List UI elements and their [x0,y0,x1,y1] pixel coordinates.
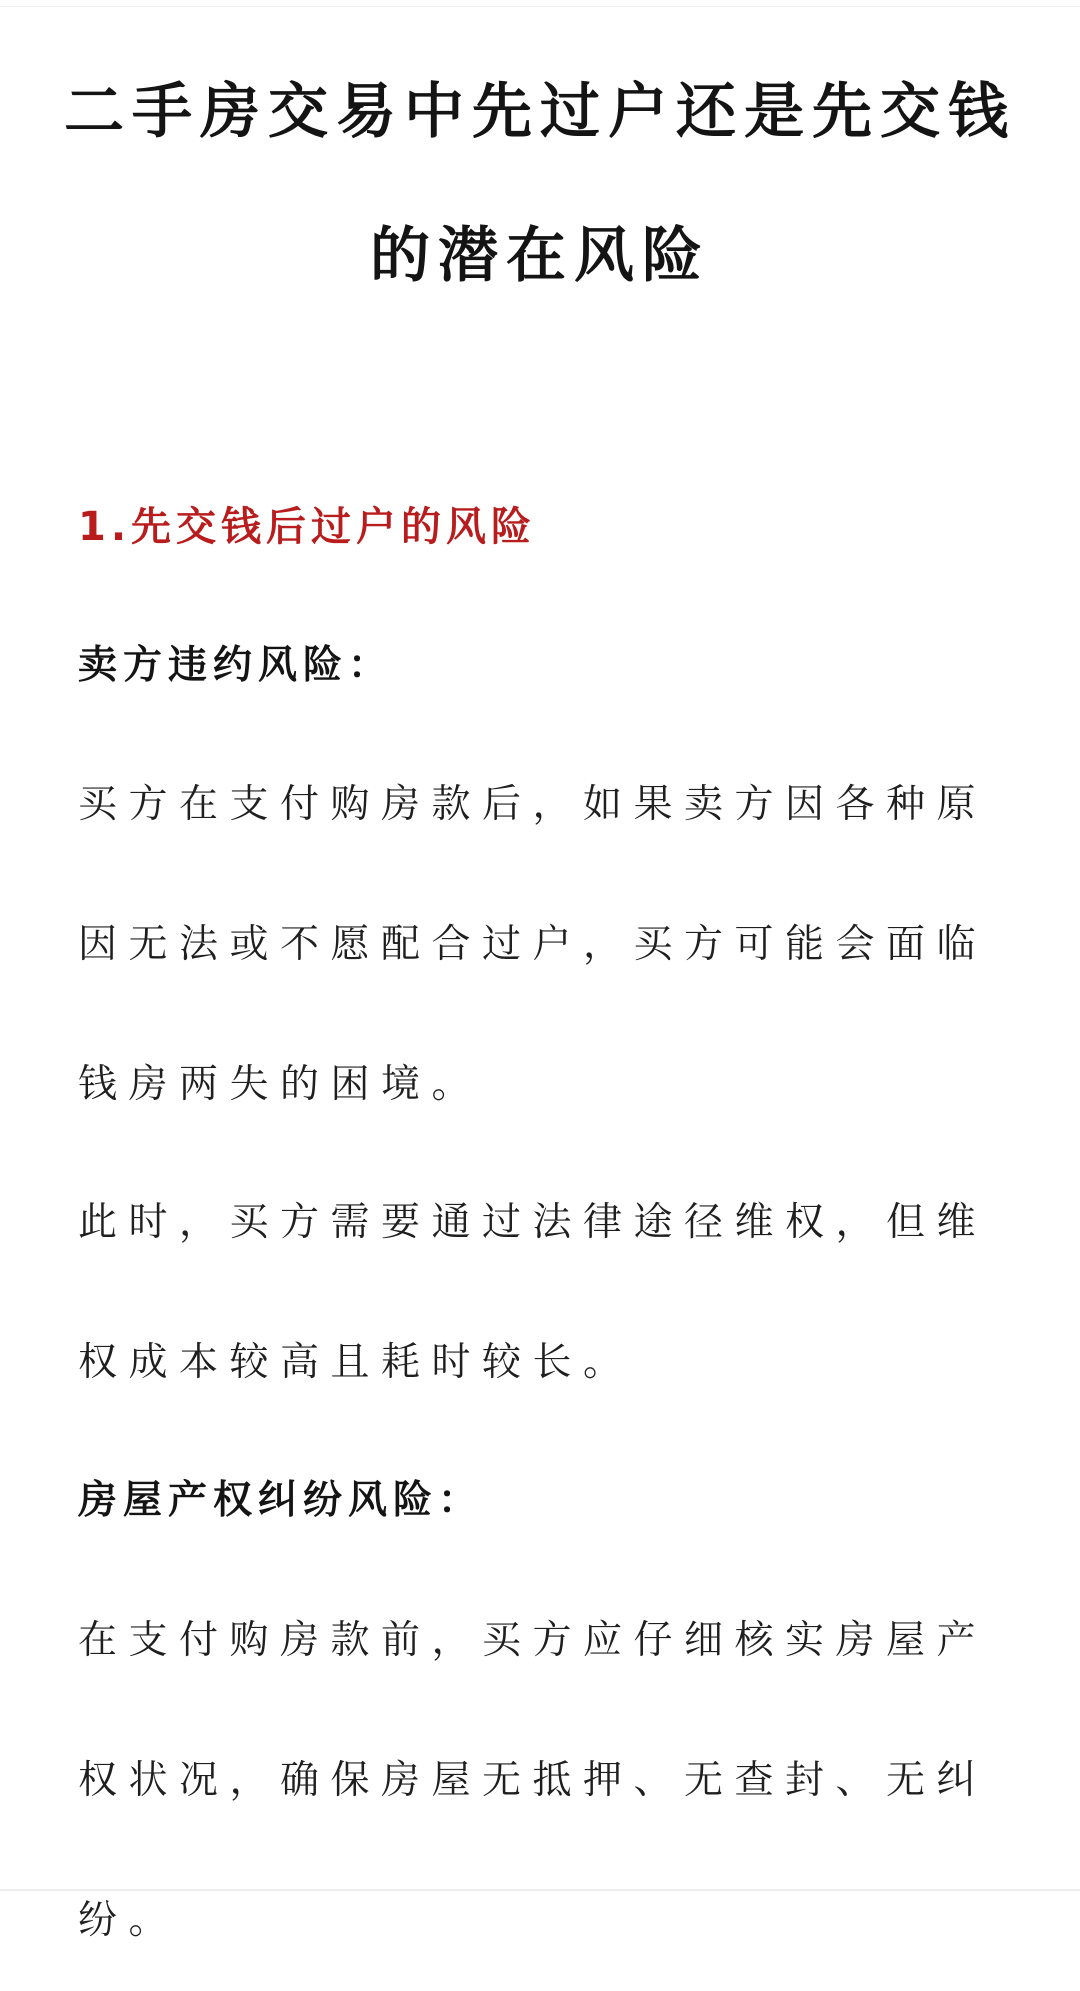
paragraph-buyer-risk: 买方在支付购房款后，如果卖方因各种原因无法或不愿配合过户，买方可能会面临钱房两失的困境。 [78,782,988,1107]
subheading-property-dispute-risk: 房屋产权纠纷风险： [78,1478,484,1523]
article-title: 二手房交易中先过户还是先交钱的潜在风险 [64,77,1016,291]
bottom-divider [0,1889,1080,1891]
paragraph-verify-property: 在支付购房款前，买方应仔细核实房屋产权状况，确保房屋无抵押、无查封、无纠纷。 [78,1618,988,1943]
section-heading: 1.先交钱后过户的风险 [78,504,537,550]
top-divider [0,6,1080,7]
subheading-seller-default-risk: 卖方违约风险： [78,643,394,688]
paragraph-legal-remedy: 此时，买方需要通过法律途径维权，但维权成本较高且耗时较长。 [78,1200,988,1385]
